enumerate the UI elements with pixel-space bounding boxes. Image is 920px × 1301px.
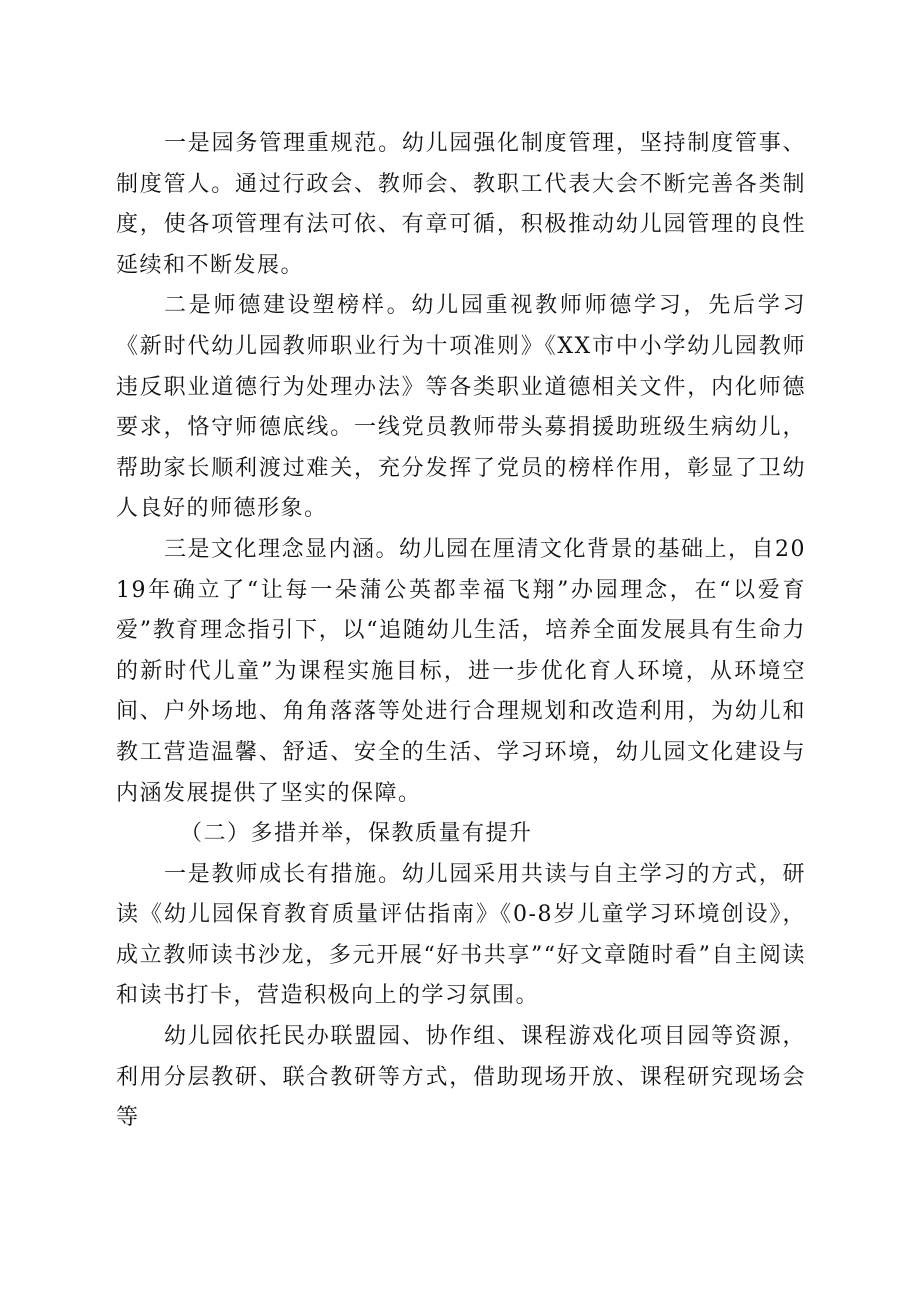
paragraph-research-resources: 幼儿园依托民办联盟园、协作组、课程游戏化项目园等资源，利用分层教研、联合教研等方式，借助现场开放、课程研究现场会等 (116, 1024, 806, 1131)
section-heading-quality: （二）多措并举，保教质量有提升 (180, 821, 533, 847)
paragraph-culture-concept: 三是文化理念显内涵。幼儿园在厘清文化背景的基础上，自2019年确立了“让每一朵蒲公英都幸福飞翔”办园理念，在“以爱育爱”教育理念指引下，以“追随幼儿生活，培养全面发展具有生命力的新时代儿童”为课程实施目标，进一步优化育人环境，从环境空间、户外场地、角角落落等处进行合理规划和改造利用，为幼儿和教工营造温馨、舒适、安全的生活、学习环境，幼儿园文化建设与内涵发展提供了坚实的保障。 (116, 536, 806, 806)
paragraph-teacher-growth: 一是教师成长有措施。幼儿园采用共读与自主学习的方式，研读《幼儿园保育教育质量评估指南》《0-8岁儿童学习环境创设》，成立教师读书沙龙，多元开展“好书共享”“好文章随时看”自主阅读和读书打卡，营造积极向上的学习氛围。 (116, 861, 806, 1009)
paragraph-garden-management: 一是园务管理重规范。幼儿园强化制度管理，坚持制度管事、制度管人。通过行政会、教师会、教职工代表大会不断完善各类制度，使各项管理有法可依、有章可循，积极推动幼儿园管理的良性延续和不断发展。 (116, 131, 806, 278)
paragraph-teacher-ethics: 二是师德建设塑榜样。幼儿园重视教师师德学习，先后学习《新时代幼儿园教师职业行为十项准则》《XX市中小学幼儿园教师违反职业道德行为处理办法》等各类职业道德相关文件，内化师德要求，恪守师德底线。一线党员教师带头募捐援助班级生病幼儿，帮助家长顺利渡过难关，充分发挥了党员的榜样作用，彰显了卫幼人良好的师德形象。 (116, 293, 806, 522)
document-body (116, 124, 806, 1139)
